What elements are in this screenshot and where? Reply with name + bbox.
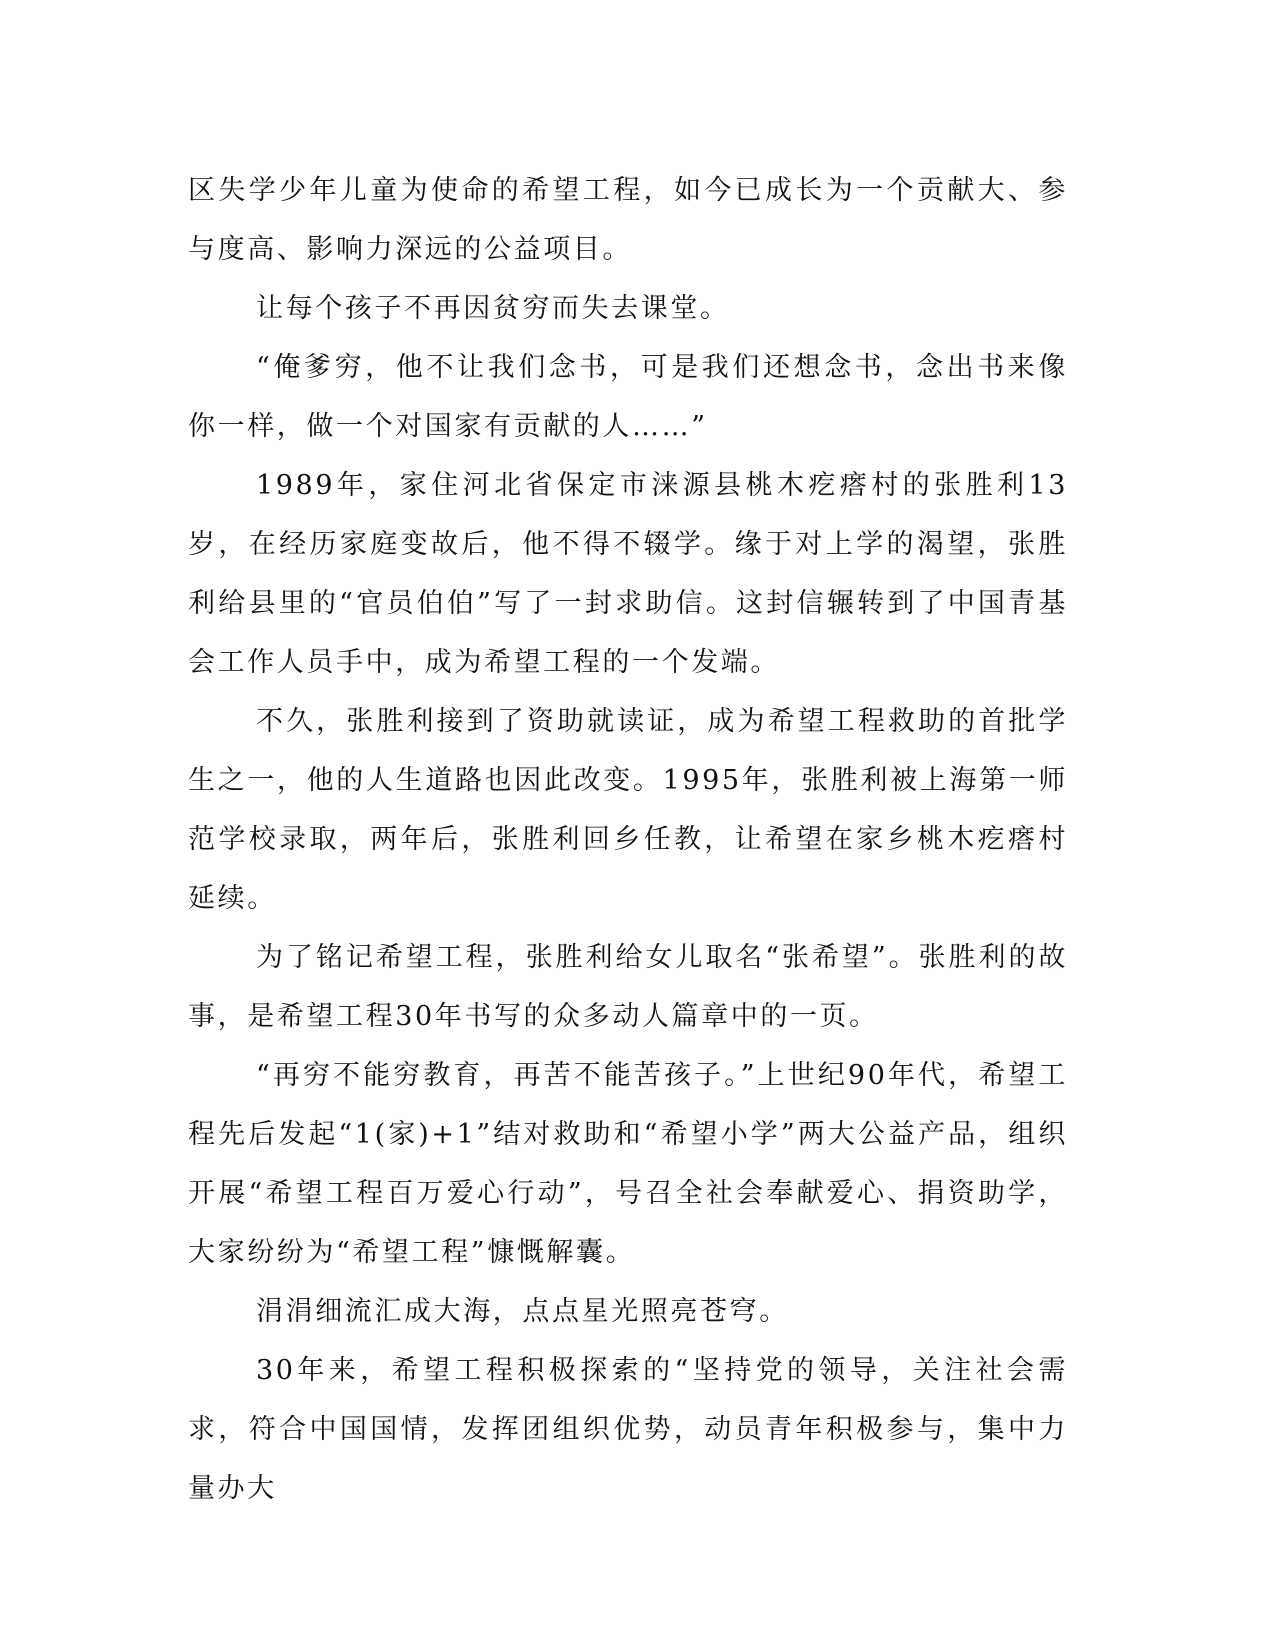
- paragraph-9: 30年来，希望工程积极探索的“坚持党的领导，关注社会需求，符合中国国情，发挥团组织优势，动员青年积极参与，集中力量办大: [188, 1355, 1068, 1504]
- paragraph-6: 为了铭记希望工程，张胜利给女儿取名“张希望”。张胜利的故事，是希望工程30年书写的众多动人篇章中的一页。: [188, 942, 1068, 1032]
- paragraph-2: 让每个孩子不再因贫穷而失去课堂。: [256, 293, 730, 324]
- paragraph-3: “俺爹穷，他不让我们念书，可是我们还想念书，念出书来像你一样，做一个对国家有贡献的人……”: [188, 352, 1068, 442]
- paragraph-8: 涓涓细流汇成大海，点点星光照亮苍穹。: [256, 1296, 789, 1327]
- paragraph-4: 1989年，家住河北省保定市涞源县桃木疙瘩村的张胜利13岁，在经历家庭变故后，他不得不辍学。缘于对上学的渴望，张胜利给县里的“官员伯伯”写了一封求助信。这封信辗转到了中国青基会工作人员手中，成为希望工程的一个发端。: [188, 470, 1068, 678]
- paragraph-1: 区失学少年儿童为使命的希望工程，如今已成长为一个贡献大、参与度高、影响力深远的公益项目。: [188, 175, 1068, 265]
- paragraph-7: “再穷不能穷教育，再苦不能苦孩子。”上世纪90年代，希望工程先后发起“1(家)+1”结对救助和“希望小学”两大公益产品，组织开展“希望工程百万爱心行动”，号召全社会奉献爱心、捐资助学，大家纷纷为“希望工程”慷慨解囊。: [188, 1060, 1068, 1268]
- document-body: [188, 161, 1068, 1518]
- paragraph-5: 不久，张胜利接到了资助就读证，成为希望工程救助的首批学生之一，他的人生道路也因此改变。1995年，张胜利被上海第一师范学校录取，两年后，张胜利回乡任教，让希望在家乡桃木疙瘩村延续。: [188, 706, 1068, 914]
